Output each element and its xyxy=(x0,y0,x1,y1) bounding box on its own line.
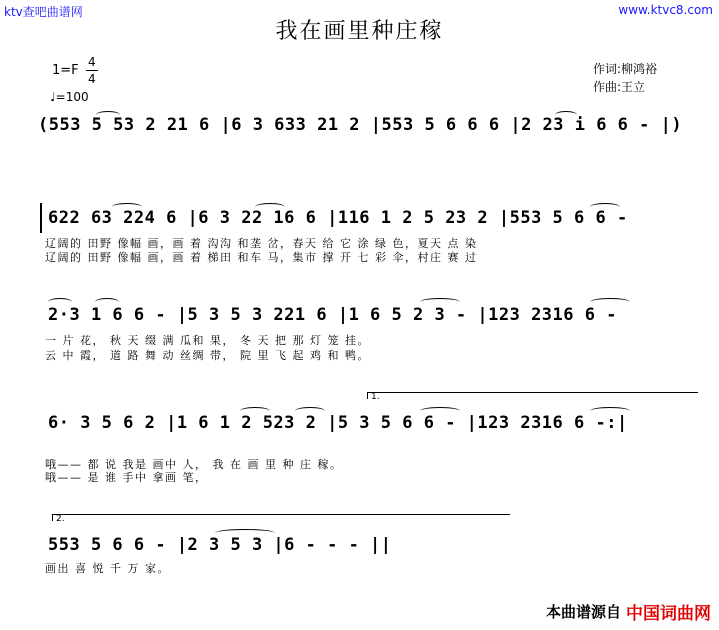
slur xyxy=(420,298,460,306)
first-ending-bracket xyxy=(367,392,698,402)
site-left-watermark: ktv查吧曲谱网 xyxy=(4,5,83,19)
source-label: 本曲谱源自 xyxy=(545,603,621,621)
slur xyxy=(590,407,630,415)
score-line-2: 622 63 224 6 |6 3 22 16 6 |116 1 2 5 23 2 |553 5 6 6 - xyxy=(48,208,628,228)
first-ending-number: 1. xyxy=(371,392,380,402)
slur xyxy=(112,203,142,211)
tempo-marking: ♩=100 xyxy=(50,90,89,104)
composer-credit: 作曲:王立 xyxy=(593,80,646,94)
slur xyxy=(590,298,630,306)
score-line-4: 6· 3 5 6 2 |1 6 1 2 523 2 |5 3 5 6 6 - |123 2316 6 -:| xyxy=(48,413,628,433)
lyrics-line-4a: 哦—— 都 说 我是 画中 人， 我 在 画 里 种 庄 稼。 xyxy=(45,458,343,471)
second-ending-bracket xyxy=(52,514,510,524)
lyrics-line-2a: 辽阔的 田野 像幅 画，画 着 沟沟 和垄 岔，春天 给 它 涂 绿 色，夏天 点 染 xyxy=(45,237,478,250)
slur xyxy=(590,203,620,211)
site-right-watermark: www.ktvc8.com xyxy=(618,3,713,17)
slur xyxy=(420,407,460,415)
slur xyxy=(215,529,275,537)
source-site: 中国词曲网 xyxy=(626,604,711,624)
system-start-barline xyxy=(40,203,42,233)
lyrics-line-3a: 一 片 花， 秋 天 缀 满 瓜和 果， 冬 天 把 那 灯 笼 挂。 xyxy=(45,334,370,347)
slur xyxy=(295,407,325,415)
lyrics-line-3b: 云 中 霞， 道 路 舞 动 丝绸 带， 院 里 飞 起 鸡 和 鸭。 xyxy=(45,349,370,362)
score-line-5: 553 5 6 6 - |2 3 5 3 |6 - - - || xyxy=(48,535,392,555)
time-denominator: 4 xyxy=(88,72,96,86)
slur xyxy=(255,203,285,211)
lyrics-line-4b: 哦—— 是 谁 手中 拿画 笔， xyxy=(45,471,208,484)
slur xyxy=(240,407,270,415)
time-numerator: 4 xyxy=(88,55,96,69)
slur xyxy=(95,298,119,306)
time-divider xyxy=(86,70,98,71)
second-ending-number: 2. xyxy=(56,514,65,524)
slur xyxy=(555,111,577,119)
key-signature: 1=F xyxy=(52,63,79,78)
song-title: 我在画里种庄稼 xyxy=(275,19,444,44)
score-line-1: (553 5 53 2 21 6 |6 3 633 21 2 |553 5 6 6 6 |2 23 i 6 6 - |) xyxy=(38,115,683,135)
lyrics-line-2b: 辽阔的 田野 像幅 画，画 着 梯田 和车 马，集市 撑 开 七 彩 伞，村庄 赛 过 xyxy=(45,251,478,264)
slur xyxy=(96,111,120,119)
lyricist-credit: 作词:柳鸿裕 xyxy=(593,62,658,76)
slur xyxy=(48,298,72,306)
lyrics-line-5: 画出 喜 悦 千 万 家。 xyxy=(45,562,170,575)
score-line-3: 2·3 1 6 6 - |5 3 5 3 221 6 |1 6 5 2 3 - |123 2316 6 - xyxy=(48,305,617,325)
